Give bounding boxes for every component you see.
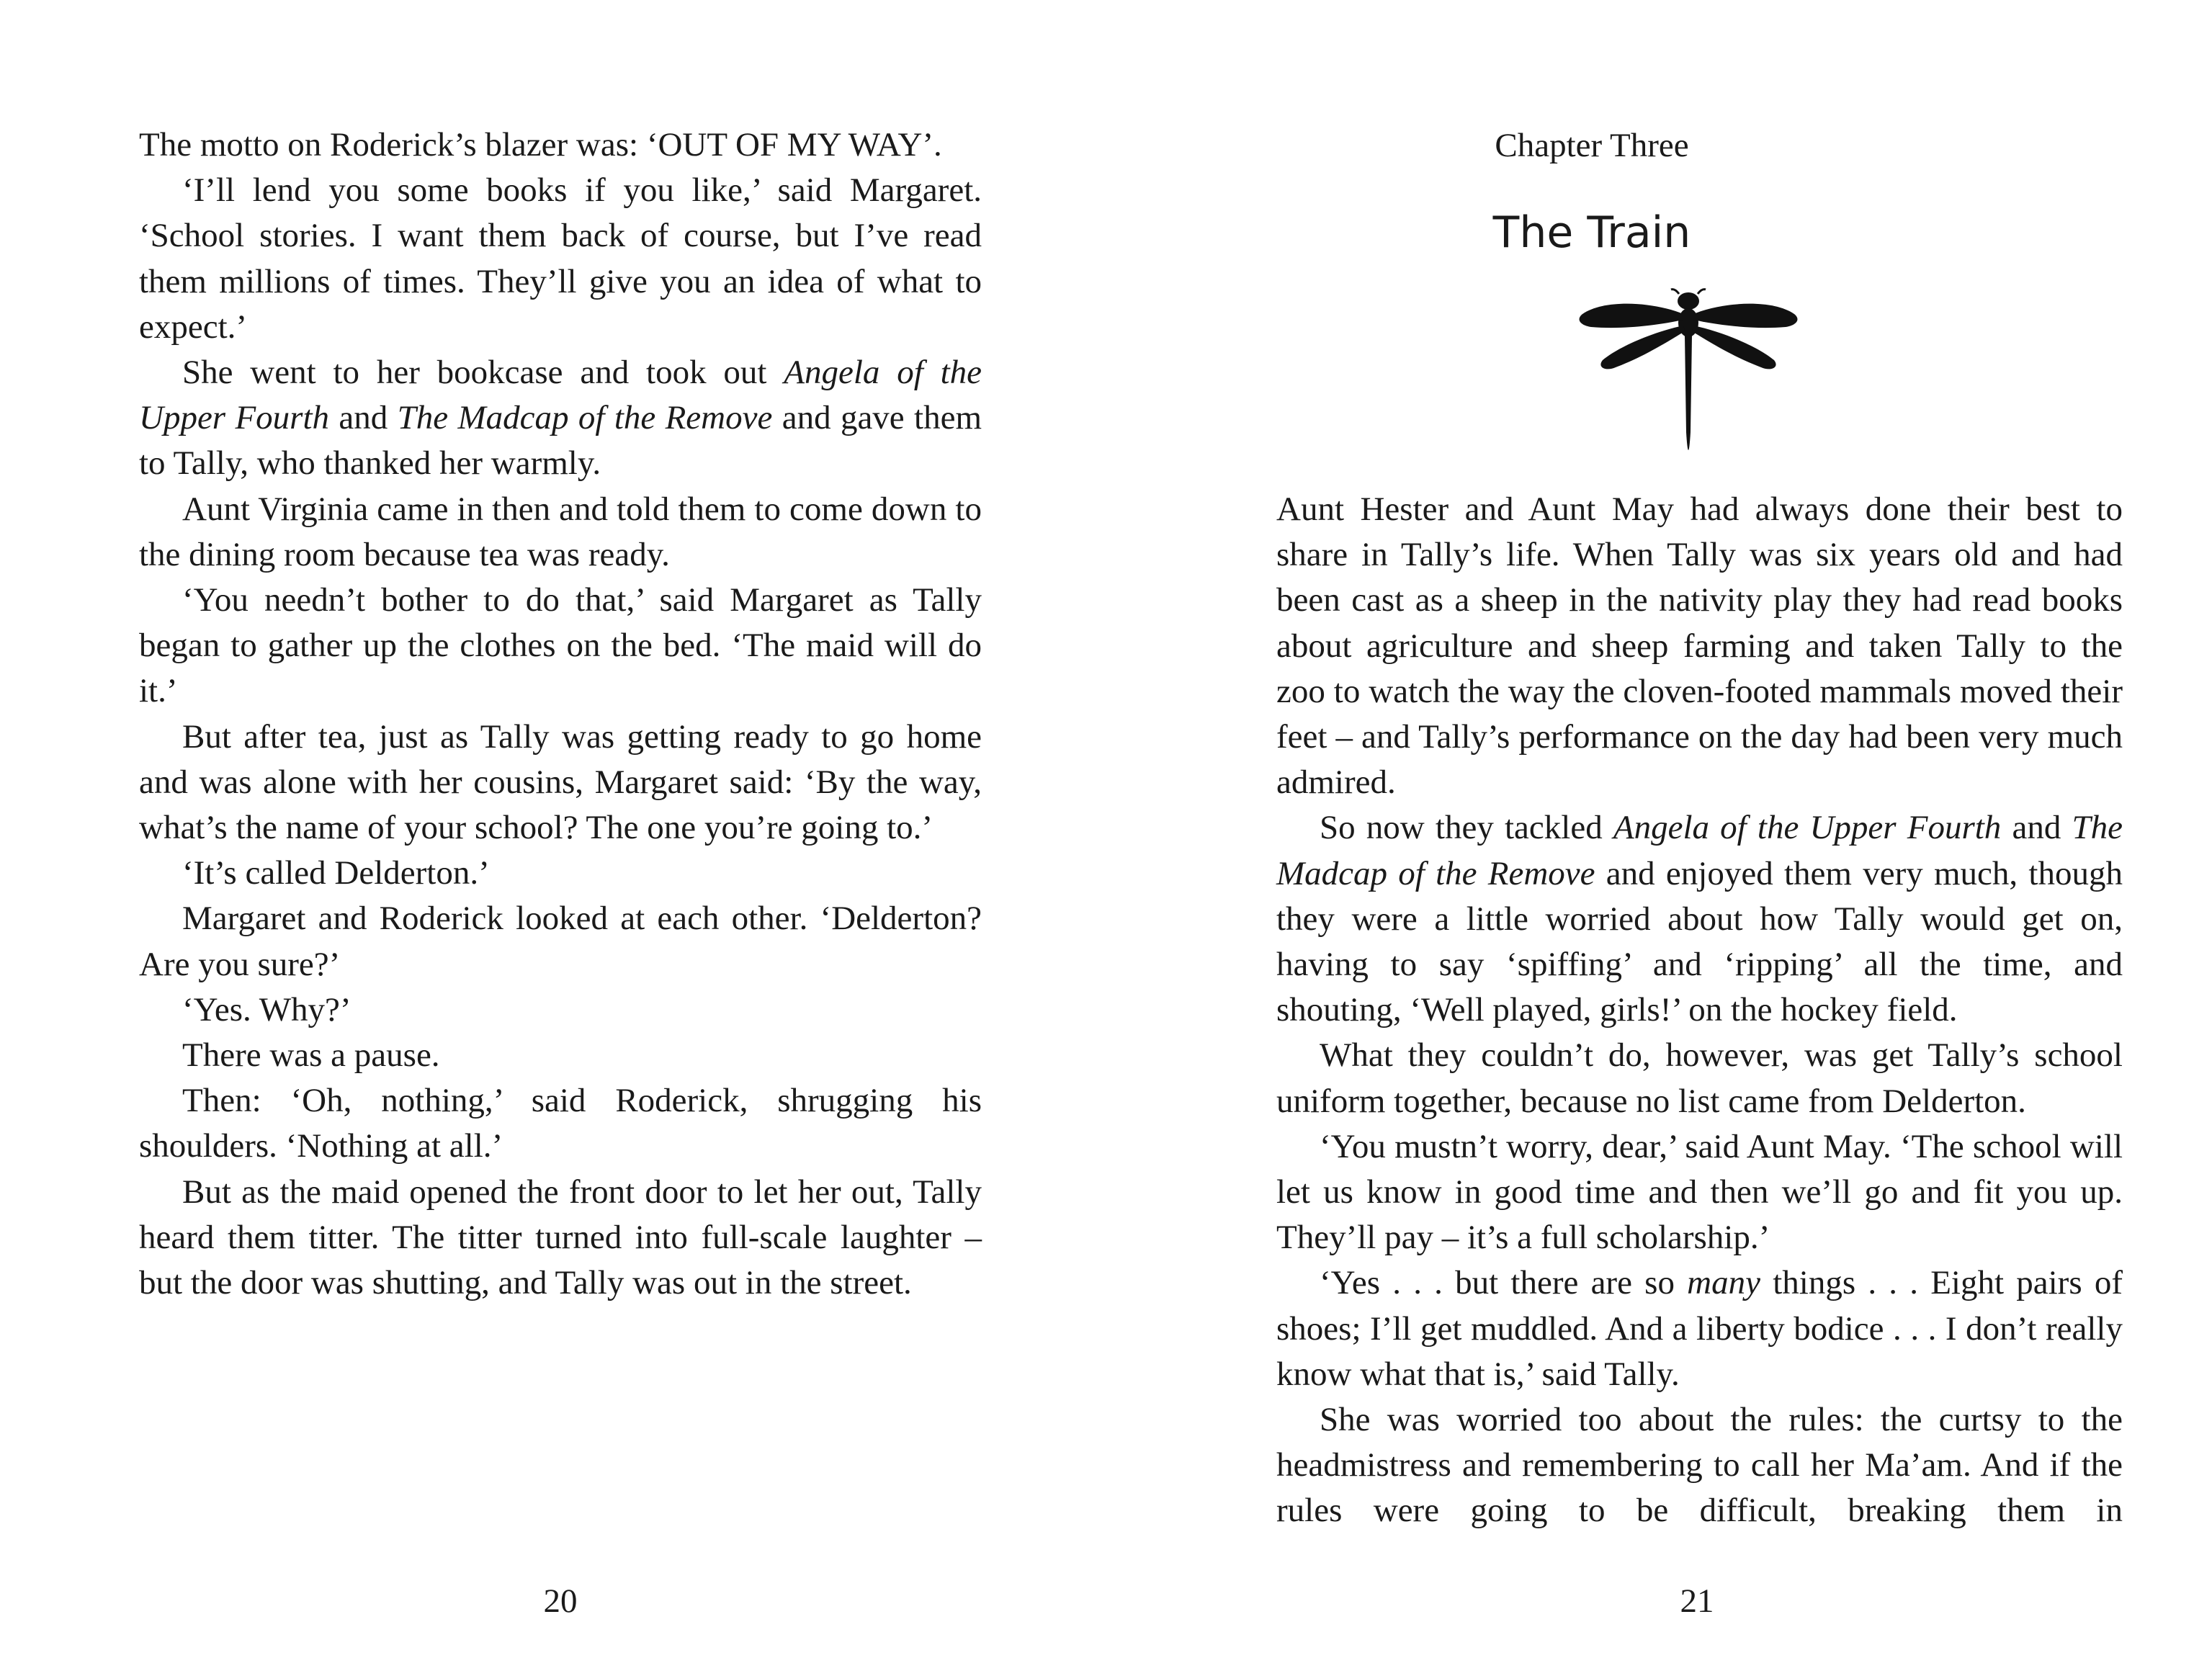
italic-title: Angela of the Upper Fourth [1613, 809, 2002, 847]
text-run: There was a pause. [182, 1036, 440, 1075]
right-body-text [1276, 487, 2123, 1534]
italic-title: Angela of the Upper Fourth [139, 354, 982, 437]
text-run: She was worried too about the rules: the curtsy to the headmistress and remembering to call her Ma’am. And if the rules were going to be difficult, breaking them in [1276, 1401, 2123, 1530]
text-run: Aunt Hester and Aunt May had always done their best to share in Tally’s life. When Tally was six years old and had been cast as a sheep in the nativity play they had read books about agriculture and sheep farming and taken Tally to the zoo to watch the way the cloven-footed mammals moved their feet – and Tally’s performance on the day had been very much admired. [1276, 490, 2123, 802]
paragraph [139, 350, 982, 487]
paragraph [139, 168, 982, 350]
text-run: ‘I’ll lend you some books if you like,’ said Margaret. ‘School stories. I want them back of course, but I’ve read them millions of times. They’ll give you an idea of what to expect.’ [139, 171, 982, 346]
text-run: ‘Yes. Why?’ [182, 990, 351, 1029]
italic-title: The Madcap of the Remove [1276, 809, 2123, 892]
text-run: and [329, 399, 398, 437]
text-run: What they couldn’t do, however, was get Tally’s school uniform together, because no list came from Delderton. [1276, 1036, 2123, 1120]
chapter-title: The Train [1492, 207, 1691, 258]
paragraph [1276, 1124, 2123, 1261]
page-number: 20 [543, 1582, 578, 1620]
paragraph [139, 1170, 982, 1307]
text-run: So now they tackled [1320, 809, 1613, 847]
paragraph [1276, 1397, 2123, 1534]
page-number: 21 [1680, 1582, 1714, 1620]
text-run: ‘It’s called Delderton.’ [182, 854, 490, 892]
right-page [1106, 0, 2212, 1676]
dragonfly-icon [1577, 288, 1800, 468]
paragraph [139, 714, 982, 851]
text-run: But after tea, just as Tally was getting ready to go home and was alone with her cousins, Margaret said: ‘By the way, what’s the name of your school? The one you’re going to.’ [139, 717, 982, 847]
text-run: Margaret and Roderick looked at each other. ‘Delderton? Are you sure?’ [139, 900, 982, 983]
text-run: things . . . Eight pairs of shoes; I’ll get muddled. And a liberty bodice . . . I don’t really know what that is,’ said Tally. [1276, 1264, 2123, 1393]
text-run: and [2001, 809, 2072, 847]
paragraph [1276, 1260, 2123, 1397]
text-run: ‘You needn’t bother to do that,’ said Margaret as Tally began to gather up the clothes on the bed. ‘The maid will do it.’ [139, 581, 982, 710]
paragraph [1276, 805, 2123, 1033]
paragraph [1276, 1033, 2123, 1124]
text-run: The motto on Roderick’s blazer was: ‘OUT OF MY WAY’. [139, 126, 942, 163]
left-body-text [139, 122, 982, 1306]
italic-title: many [1687, 1264, 1760, 1302]
paragraph [139, 896, 982, 987]
paragraph [139, 1078, 982, 1169]
paragraph [1276, 487, 2123, 805]
paragraph [139, 122, 982, 168]
paragraph [139, 987, 982, 1033]
italic-title: The Madcap of the Remove [397, 399, 773, 437]
text-run: Then: ‘Oh, nothing,’ said Roderick, shrugging his shoulders. ‘Nothing at all.’ [139, 1082, 982, 1165]
chapter-label: Chapter Three [1495, 127, 1689, 164]
text-run: She went to her bookcase and took out [182, 354, 784, 392]
paragraph [139, 851, 982, 896]
paragraph [139, 578, 982, 714]
text-run: and enjoyed them very much, though they were a little worried about how Tally would get on, having to say ‘spiffing’ and ‘ripping’ all the time, and shouting, ‘Well played, girls!’ on the hockey field. [1276, 854, 2123, 1029]
paragraph [139, 1033, 982, 1078]
text-run: ‘You mustn’t worry, dear,’ said Aunt May. ‘The school will let us know in good time and then we’ll go and fit you up. They’ll pay – it’s a full scholarship.’ [1276, 1127, 2123, 1257]
text-run: ‘Yes . . . but there are so [1320, 1264, 1688, 1302]
text-run: and gave them to Tally, who thanked her warmly. [139, 399, 982, 483]
text-run: But as the maid opened the front door to let her out, Tally heard them titter. The titter turned into full-scale laughter – but the door was shutting, and Tally was out in the street. [139, 1173, 982, 1302]
text-run: Aunt Virginia came in then and told them to come down to the dining room because tea was ready. [139, 490, 982, 573]
paragraph [139, 487, 982, 578]
